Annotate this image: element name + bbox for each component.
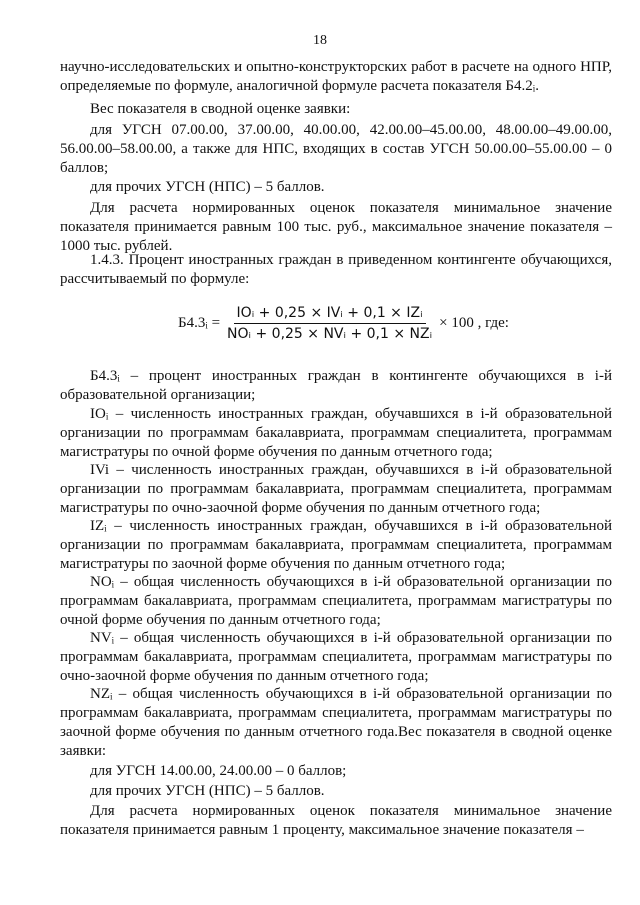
formula-denominator: NOᵢ + 0,25 × NVᵢ + 0,1 × NZᵢ bbox=[227, 326, 433, 342]
formula-b4-3 bbox=[178, 305, 618, 342]
paragraph-normalization: Для расчета нормированных оценок показателя минимальное значение показателя принимается равным 100 тыс. руб., максимальное значение показателя – 1000 тыс. рублей. bbox=[60, 200, 612, 254]
paragraph-weight-five-2: для прочих УГСН (НПС) – 5 баллов. bbox=[90, 783, 325, 799]
definition-no: NOᵢ – общая численность обучающихся в i-й образовательной организации по программам бакалавриата, программам специалитета, программам магистратуры по очной форме обучения по данным отчетного года; bbox=[60, 574, 612, 628]
definition-nz: NZᵢ – общая численность обучающихся в i-й образовательной организации по программам бакалавриата, программам специалитета, программам магистратуры по заочной форме обучения по данным отчетного года.Вес показателя в сводной оценке заявки: bbox=[60, 686, 612, 759]
formula-lhs: Б4.3ᵢ = bbox=[178, 315, 221, 331]
paragraph-continuation: научно-исследовательских и опытно-конструкторских работ в расчете на одного НПР, определяемые по формуле, аналогичной формуле расчета показателя Б4.2ᵢ. bbox=[60, 59, 612, 94]
page-number: 18 bbox=[313, 33, 327, 48]
paragraph-weight-zero: для УГСН 07.00.00, 37.00.00, 40.00.00, 42.00.00–45.00.00, 48.00.00–49.00.00, 56.00.00–58.00.00, а также для НПС, входящих в состав УГСН 50.00.00–55.00.00 – 0 баллов; bbox=[60, 122, 612, 176]
definition-b4-3: Б4.3ᵢ – процент иностранных граждан в контингенте обучающихся в i-й образовательной организации; bbox=[60, 368, 612, 403]
paragraph-weight-heading: Вес показателя в сводной оценке заявки: bbox=[90, 101, 351, 117]
formula-numerator: IOᵢ + 0,25 × IVᵢ + 0,1 × IZᵢ bbox=[234, 305, 426, 324]
formula-fraction bbox=[224, 305, 435, 342]
paragraph-normalization-2: Для расчета нормированных оценок показателя минимальное значение показателя принимается равным 1 проценту, максимальное значение показателя – bbox=[60, 803, 612, 838]
definition-iz: IZᵢ – численность иностранных граждан, обучавшихся в i-й образовательной организации по программам бакалавриата, программам специалитета, программам магистратуры по заочной форме обучения по данным отчетного года; bbox=[60, 518, 612, 572]
paragraph-weight-zero-2: для УГСН 14.00.00, 24.00.00 – 0 баллов; bbox=[90, 763, 347, 779]
definition-io: IOᵢ – численность иностранных граждан, обучавшихся в i-й образовательной организации по программам бакалавриата, программам специалитета, программам магистратуры по очной форме обучения по данным отчетного года; bbox=[60, 406, 612, 460]
definition-nv: NVᵢ – общая численность обучающихся в i-й образовательной организации по программам бакалавриата, программам специалитета, программам магистратуры по очно-заочной форме обучения по данным отчетного года; bbox=[60, 630, 612, 684]
paragraph-section-1-4-3: 1.4.3. Процент иностранных граждан в приведенном контингенте обучающихся, рассчитываемый по формуле: bbox=[60, 252, 612, 287]
paragraph-weight-five: для прочих УГСН (НПС) – 5 баллов. bbox=[90, 179, 325, 195]
formula-tail: × 100 , где: bbox=[439, 315, 509, 331]
definition-iv: IVi – численность иностранных граждан, обучавшихся в i-й образовательной организации по программам бакалавриата, программам специалитета, программам магистратуры по очно-заочной форме обучения по данным отчетного года; bbox=[60, 462, 612, 516]
